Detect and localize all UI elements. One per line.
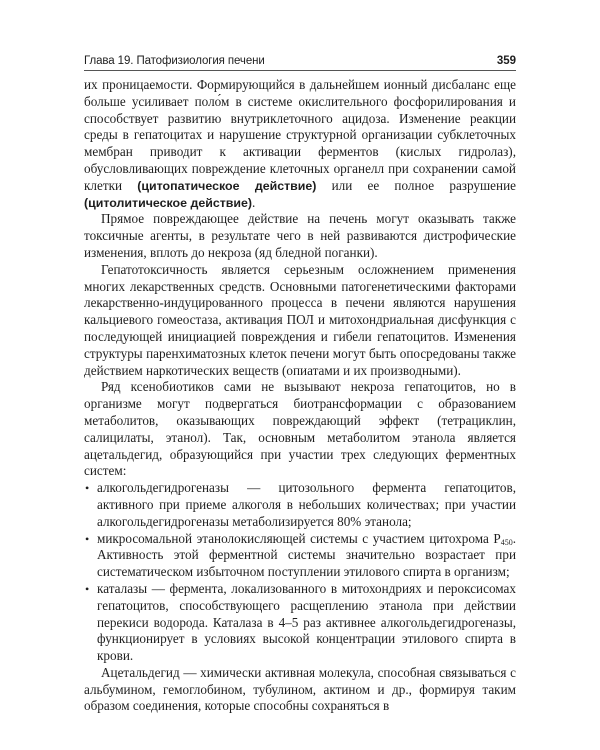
paragraph-3: Гепатотоксичность является серьезным осложнением применения многих лекарственных средств. Основными патогенетическими факторами лекарственно-индуцированного процесса в печени являются нарушения кальциевого гомеостаза, активация ПОЛ и митохондриальная дисфункция с последующей инициацией повреждения и гибели гепатоцитов. Изменения структуры паренхиматозных клеток печени могут быть опосредованы также действием наркотических веществ (опиатами и их производными). [84,261,516,378]
bullet-icon: • [85,531,90,546]
enzyme-systems-list [84,480,516,665]
page-header [84,54,516,68]
list-item-meos-text-b: . Активность этой ферментной системы значительно возрастает при систематическом избыточном поступлении этилового спирта в организм; [97,530,516,580]
list-item-catalase [84,581,516,665]
paragraph-1 [84,77,516,211]
paragraph-5: Ацетальдегид — химически активная молекула, способная связываться с альбумином, гемоглобином, тубулином, актином и др., формируя таким образом соединения, которые способны сохраняться в [84,664,516,714]
paragraph-1-text-b: или ее полное разрушение [316,177,516,193]
list-item-meos-text-a: микросомальной этанолокисляющей системы с участием цитохрома P [97,530,501,546]
page-number: 359 [496,55,516,67]
list-item-adh-text: алкогольдегидрогеназы — цитозольного фермента гепатоцитов, активного при приеме алкоголя в небольших количествах; при участии алкогольдегидрогеназы метаболизируется 80% этанола; [97,480,516,529]
paragraph-2: Прямое повреждающее действие на печень могут оказывать также токсичные агенты, в результате чего в ней развиваются дистрофические изменения, вплоть до некроза (яд бледной поганки). [84,211,516,260]
term-cytopathic: (цитопатическое действие) [137,178,317,193]
header-rule [84,70,516,71]
chapter-title: Глава 19. Патофизиология печени [84,55,265,67]
paragraph-1-text-c: . [252,194,256,210]
bullet-icon: • [85,481,90,496]
paragraph-1-text-a: их проницаемости. Формирующийся в дальнейшем ионный дисбаланс еще больше усиливает поло́м в системе окислительного фосфорилирования и способствует развитию внутриклеточного ацидоза. Изменение реакции среды в гепатоцитах и нарушение структурной организации субклеточных мембран приводит к активации ферментов (кислых гидролаз), обусловливающих повреждение клеточных органелл при сохранении самой клетки [84,77,516,193]
paragraph-4: Ряд ксенобиотиков сами не вызывают некроза гепатоцитов, но в организме могут подвергаться биотрансформации с образованием метаболитов, оказывающих повреждающий эффект (тетрациклин, салицилаты, этанол). Так, основным метаболитом этанола является ацетальдегид, образующийся при участии трех следующих ферментных систем: [84,379,516,479]
list-item-catalase-text: каталазы — фермента, локализованного в митохондриях и пероксисомах гепатоцитов, способствующего расщеплению этанола при действии перекиси водорода. Каталаза в 4–5 раз активнее алкогольдегидрогеназы, функционирует в условиях высокой концентрации этилового спирта в крови. [97,580,516,664]
term-cytolytic: (цитолитическое действие) [84,195,253,210]
p450-subscript: 450 [500,537,513,547]
page-body [84,77,516,715]
list-item-adh [84,480,516,530]
bullet-icon: • [85,581,90,596]
list-item-meos [84,531,516,581]
